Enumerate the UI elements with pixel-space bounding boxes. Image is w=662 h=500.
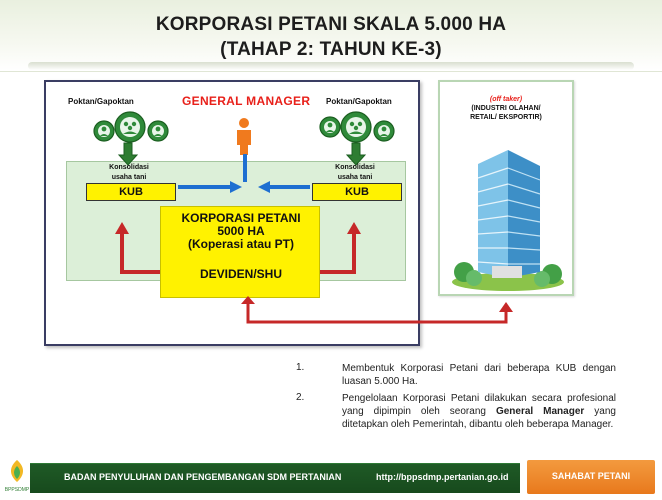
konsolidasi-left-1: Konsolidasi: [109, 164, 149, 171]
building-icon: [448, 144, 568, 292]
person-icon: [234, 117, 254, 155]
arrow-right-icon: [178, 181, 242, 193]
offtaker-line1: (INDUSTRI OLAHAN/: [471, 105, 541, 112]
footer-tag: SAHABAT PETANI: [551, 471, 631, 481]
list-item-text-a: Pengelolaan Korporasi Petani dilakukan secara profesional yang dipimpin oleh seorang: [342, 393, 616, 417]
korporasi-title: KORPORASI PETANI: [181, 211, 301, 225]
arrow-down-left-icon: [118, 143, 138, 165]
title-banner: [0, 0, 662, 72]
farmer-group-left-icon: [92, 109, 172, 145]
arrow-to-offtaker-icon: [240, 296, 516, 332]
korporasi-box: [160, 206, 320, 298]
konsolidasi-right-1: Konsolidasi: [335, 164, 375, 171]
list-item-number: 1.: [296, 362, 305, 373]
list-item-text-b: yang ditetapkan oleh Pemerintah, dibantu oleh beberapa Manager.: [342, 406, 616, 430]
farmer-group-right-icon: [318, 109, 398, 145]
footer-url-link[interactable]: http://bppsdmp.pertanian.go.id: [376, 472, 509, 482]
manager-link-icon: [242, 154, 248, 182]
arrow-left-icon: [258, 181, 310, 193]
korporasi-type: (Koperasi atau PT): [187, 237, 295, 251]
list-item-text: [342, 392, 616, 431]
poktan-right-label: Poktan/Gapoktan: [326, 97, 392, 106]
arrow-down-right-icon: [346, 143, 366, 165]
page-subtitle: (TAHAP 2: TAHUN KE-3): [220, 39, 442, 60]
list-item-number: 2.: [296, 392, 305, 403]
list-item: [296, 392, 616, 431]
page-title: KORPORASI PETANI SKALA 5.000 HA: [155, 14, 507, 35]
korporasi-area: 5000 HA: [217, 224, 265, 238]
points-list: [296, 362, 616, 435]
list-item-text-bold: General Manager: [495, 406, 585, 417]
konsolidasi-right-2: usaha tani: [337, 174, 373, 181]
kub-left-box: KUB: [86, 183, 176, 201]
kub-right-box: KUB: [312, 183, 402, 201]
bppsdmp-logo-icon: [4, 458, 30, 494]
return-arrow-right-icon: [318, 222, 360, 278]
logo-text: BPPSDMP: [4, 487, 30, 493]
list-item: [296, 362, 616, 388]
poktan-left-label: Poktan/Gapoktan: [68, 97, 134, 106]
list-item-text: Membentuk Korporasi Petani dari beberapa KUB dengan luasan 5.000 Ha.: [342, 363, 616, 387]
return-arrow-left-icon: [112, 222, 164, 278]
offtaker-label: (off taker): [489, 96, 523, 103]
sahabat-petani-badge: [527, 460, 655, 494]
general-manager-label: GENERAL MANAGER: [182, 94, 311, 108]
footer-org: BADAN PENYULUHAN DAN PENGEMBANGAN SDM PERTANIAN: [64, 472, 342, 482]
deviden-label: DEVIDEN/SHU: [199, 267, 282, 281]
konsolidasi-left-2: usaha tani: [111, 174, 147, 181]
title-shadow: [28, 62, 634, 70]
offtaker-line2: RETAIL/ EKSPORTIR): [470, 114, 542, 121]
